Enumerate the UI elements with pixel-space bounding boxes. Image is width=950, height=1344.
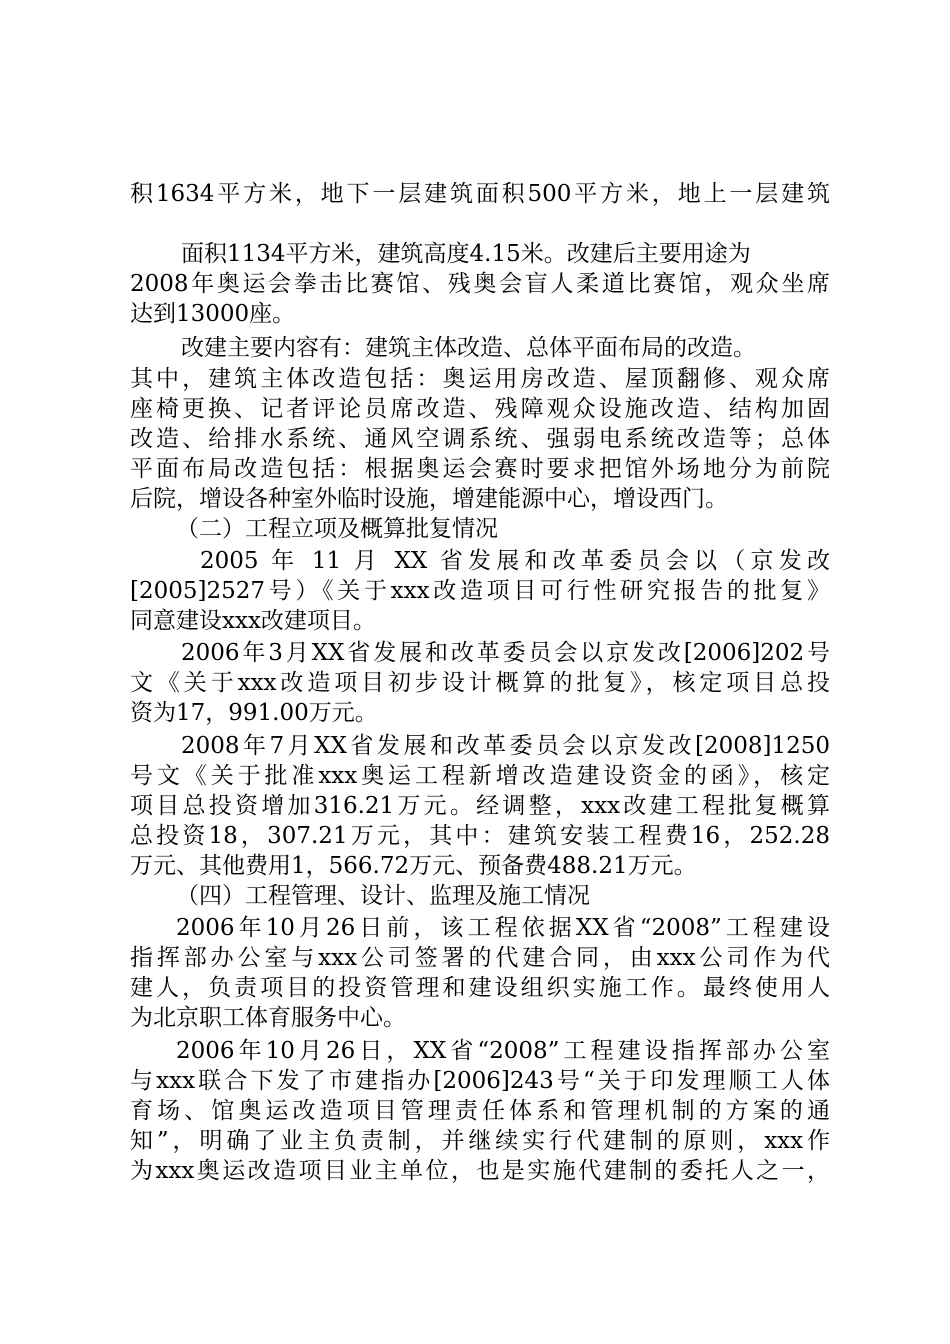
text-line: 同意建设xxx改建项目。 — [130, 608, 376, 634]
text-line: 项目总投资增加316.21万元。经调整，xxx改建工程批复概算 — [130, 793, 830, 819]
text-line: 育场、馆奥运改造项目管理责任体系和管理机制的方案的通 — [130, 1098, 830, 1124]
text-line: 万元、其他费用1，566.72万元、预备费488.21万元。 — [130, 853, 697, 879]
text-line: 积1634平方米，地下一层建筑面积500平方米，地上一层建筑 — [130, 181, 830, 207]
text-line: 2008年奥运会拳击比赛馆、残奥会盲人柔道比赛馆，观众坐席 — [130, 271, 830, 297]
text-line: 2006年3月XX省发展和改革委员会以京发改[2006]202号 — [181, 640, 830, 666]
text-line: 2005 年 11 月 XX 省发展和改革委员会以（京发改 — [200, 548, 830, 574]
text-line: 面积1134平方米，建筑高度4.15米。改建后主要用途为 — [181, 241, 751, 267]
text-line: 改建主要内容有：建筑主体改造、总体平面布局的改造。 — [181, 335, 756, 361]
text-line: 号文《关于批准xxx奥运工程新增改造建设资金的函》，核定 — [130, 763, 830, 789]
text-line: 2006年10月26日前，该工程依据XX省“2008”工程建设 — [176, 915, 830, 941]
text-line: 2008年7月XX省发展和改革委员会以京发改[2008]1250 — [181, 733, 830, 759]
text-line: 总投资18，307.21万元，其中：建筑安装工程费16，252.28 — [130, 823, 830, 849]
text-line: 指挥部办公室与xxx公司签署的代建合同，由xxx公司作为代 — [130, 945, 830, 971]
text-line: 为北京职工体育服务中心。 — [130, 1005, 406, 1031]
text-line: 座椅更换、记者评论员席改造、残障观众设施改造、结构加固 — [130, 396, 830, 422]
section-heading: （二）工程立项及概算批复情况 — [176, 516, 498, 542]
text-line: 建人，负责项目的投资管理和建设组织实施工作。最终使用人 — [130, 975, 830, 1001]
text-line: [2005]2527号）《关于xxx改造项目可行性研究报告的批复》 — [130, 578, 830, 604]
text-line: 其中，建筑主体改造包括：奥运用房改造、屋顶翻修、观众席 — [130, 366, 830, 392]
section-heading: （四）工程管理、设计、监理及施工情况 — [176, 883, 590, 909]
text-line: 为xxx奥运改造项目业主单位，也是实施代建制的委托人之一， — [130, 1158, 830, 1184]
text-line: 达到13000座。 — [130, 301, 296, 327]
text-line: 平面布局改造包括：根据奥运会赛时要求把馆外场地分为前院 — [130, 456, 830, 482]
text-line: 与xxx联合下发了市建指办[2006]243号“关于印发理顺工人体 — [130, 1068, 830, 1094]
text-line: 知”，明确了业主负责制，并继续实行代建制的原则，xxx作 — [130, 1128, 830, 1154]
text-line: 资为17，991.00万元。 — [130, 700, 378, 726]
text-line: 2006年10月26日，XX省“2008”工程建设指挥部办公室 — [176, 1038, 830, 1064]
text-line: 改造、给排水系统、通风空调系统、强弱电系统改造等；总体 — [130, 426, 830, 452]
text-line: 后院，增设各种室外临时设施，增建能源中心，增设西门。 — [130, 486, 728, 512]
text-line: 文《关于xxx改造项目初步设计概算的批复》，核定项目总投 — [130, 670, 830, 696]
